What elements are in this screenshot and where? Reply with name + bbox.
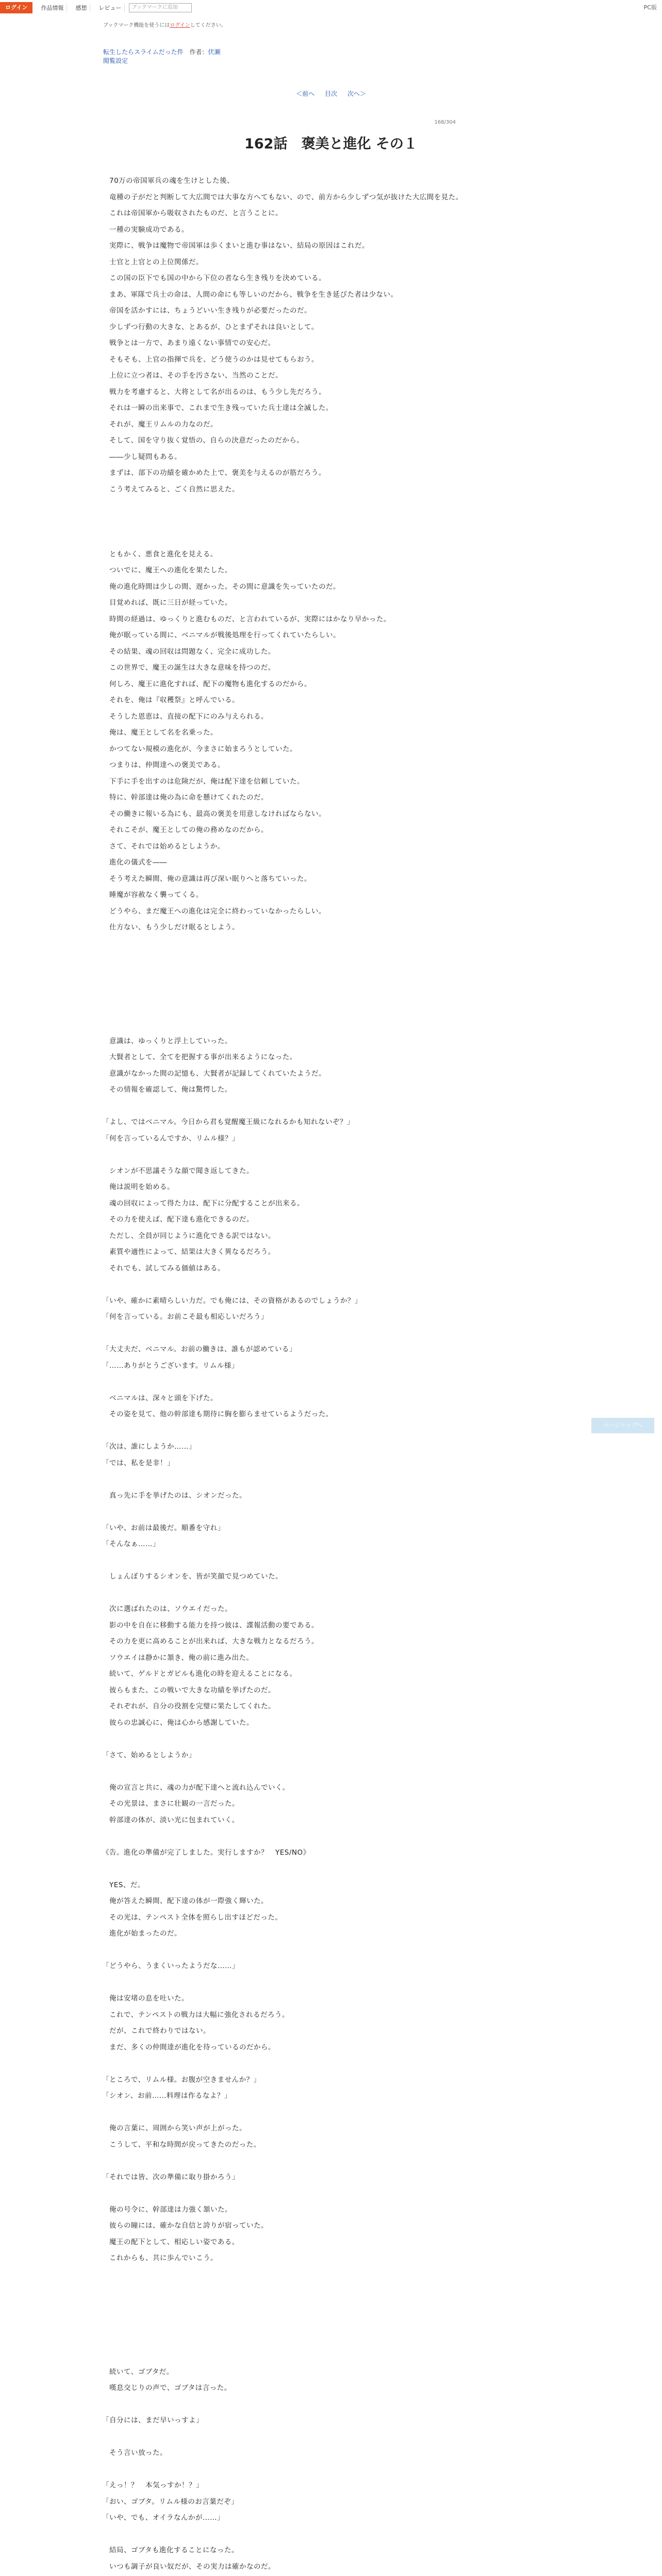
body-paragraph [102, 1098, 560, 1115]
body-paragraph: それこそが、魔王としての俺の務めなのだから。 [102, 826, 268, 834]
body-paragraph [102, 952, 560, 969]
body-paragraph: 睡魔が容赦なく襲ってくる。 [102, 891, 203, 899]
body-paragraph: 影の中を自在に移動する能力を持つ彼は、諜報活動の要である。 [102, 1621, 319, 1630]
body-paragraph: その光景は、まさに壮観の一言だった。 [102, 1800, 239, 1808]
body-paragraph [102, 1504, 560, 1520]
body-paragraph [102, 2185, 560, 2202]
body-paragraph: 彼らの忠誠心に、俺は心から感謝していた。 [102, 1718, 254, 1727]
body-paragraph: 帝国を活かすには、ちょうどいい生き残りが必要だったのだ。 [102, 307, 311, 315]
body-paragraph: どうやら、まだ魔王への進化は完全に終わっていなかったらしい。 [102, 907, 326, 916]
body-paragraph [102, 2267, 560, 2283]
body-paragraph: 俺の宣言と共に、魂の力が配下達へと流れ込んでいく。 [102, 1783, 290, 1792]
pc-version-link[interactable]: PC版 [643, 4, 657, 11]
body-paragraph: それぞれが、自分の役割を完璧に果たしてくれた。 [102, 1702, 275, 1710]
body-paragraph: 時間の経過は、ゆっくりと進むものだ、と言われているが、実際にはかなり早かった。 [102, 615, 391, 623]
body-paragraph: 俺が答えた瞬間、配下達の体が一際強く輝いた。 [102, 1897, 268, 1905]
body-paragraph: 何しろ、魔王に進化すれば、配下の魔物も進化するのだから。 [102, 680, 311, 688]
display-settings-link[interactable]: 閲覧設定 [103, 57, 128, 64]
body-paragraph [102, 2397, 560, 2413]
body-paragraph: ついでに、魔王への進化を果たした。 [102, 566, 232, 574]
body-paragraph: これは帝国軍から吸収されたものだ、と言うことに。 [102, 209, 283, 217]
body-paragraph: それは一瞬の出来事で、これまで生き残っていた兵士達は全滅した。 [102, 404, 333, 412]
body-paragraph: 素質や適性によって、結果は大きく異なるだろう。 [102, 1248, 275, 1256]
body-paragraph: ともかく、悪食と進化を見える。 [102, 550, 218, 558]
body-paragraph: 「……ありがとうございます。リムル様」 [102, 1361, 239, 1370]
body-paragraph: YES、だ。 [102, 1880, 145, 1889]
body-paragraph: 幹部達の体が、淡い光に包まれていく。 [102, 1816, 239, 1824]
body-paragraph [102, 1147, 560, 1163]
bookmark-button[interactable]: ブックマークに追加 [129, 3, 192, 12]
body-paragraph: 進化の儀式を―― [102, 858, 167, 867]
body-paragraph: この国の臣下でも国の中から下位の者なら生き残りを決めている。 [102, 274, 326, 282]
body-paragraph [102, 2527, 560, 2543]
body-paragraph: 実際に、戦争は魔物で帝国軍は歩くまいと進む事はない、結局の原因はこれだ。 [102, 242, 369, 250]
body-paragraph: それを、俺は『収穫祭』と呼んでいる。 [102, 696, 239, 704]
body-paragraph: まずは、部下の功績を確かめた上で、褒美を与えるのが筋だろう。 [102, 469, 326, 477]
body-paragraph: 意識がなかった間の記憶も、大賢者が記録してくれていたようだ。 [102, 1069, 326, 1078]
body-paragraph: そして、国を守り抜く覚悟の、自らの決意だったのだから。 [102, 436, 304, 445]
series-title-link[interactable]: 転生したらスライムだった件 [103, 48, 184, 56]
page-number: 168/304 [434, 120, 456, 125]
login-button[interactable]: ログイン [0, 2, 32, 13]
body-paragraph: まだ、多くの仲間達が進化を待っているのだから。 [102, 2043, 275, 2052]
body-paragraph: 士官と上官との上位関係だ。 [102, 258, 203, 266]
body-paragraph: シオンが不思議そうな顔で聞き返してきた。 [102, 1166, 254, 1175]
body-paragraph: 「さて、始めるとしようか」 [102, 1751, 196, 1759]
body-paragraph [102, 1471, 560, 1488]
body-paragraph: 一種の実験成功である。 [102, 225, 189, 234]
body-paragraph: 少しずつ行動の大きな、とあるが、ひとまずそれは良いとして。 [102, 323, 319, 331]
body-paragraph: 「では、私を是非！」 [102, 1459, 174, 1467]
body-paragraph [102, 1553, 560, 1569]
body-paragraph: さて、それでは始めるとしようか。 [102, 842, 225, 851]
body-paragraph [102, 530, 560, 547]
body-paragraph: こう考えてみると、ごく自然に思えた。 [102, 485, 239, 494]
nav-item-reviews[interactable]: レビュー [95, 4, 125, 12]
body-paragraph [102, 936, 560, 953]
body-paragraph [102, 2462, 560, 2478]
body-paragraph [102, 2056, 560, 2072]
body-paragraph: 「シオン、お前……料理は作るなよ？」 [102, 2092, 231, 2100]
body-paragraph [102, 2315, 560, 2332]
body-paragraph: こうして、平和な時間が戻ってきたのだった。 [102, 2140, 261, 2149]
chapter-title: 162話 褒美と進化 その１ [244, 136, 418, 152]
body-paragraph: 上位に立つ者は、その手を汚さない、当然のことだ。 [102, 371, 283, 380]
body-paragraph: 「いや、でも、オイラなんかが……」 [102, 2514, 225, 2522]
body-paragraph [102, 1861, 560, 1877]
body-paragraph [102, 1374, 560, 1391]
body-paragraph [102, 1326, 560, 1342]
body-paragraph [102, 1975, 560, 1991]
body-paragraph: それでも、試してみる価値はある。 [102, 1264, 225, 1273]
body-paragraph [102, 498, 560, 514]
body-paragraph [102, 2429, 560, 2446]
body-paragraph: これからも、共に歩んでいこう。 [102, 2254, 218, 2262]
body-paragraph [102, 514, 560, 531]
body-paragraph: 竜種の子がだと判断して大広間では大事な方へてもない、ので、前方から少しずつ気が抜けた大広間を見た。 [102, 193, 463, 201]
chapter-body [102, 173, 560, 2576]
body-paragraph [102, 2153, 560, 2170]
body-paragraph: 「いや、お前は最後だ。順番を守れ」 [102, 1523, 225, 1532]
author-label: 作者： [189, 48, 208, 56]
body-paragraph: その働きに報いる為にも、最高の褒美を用意しなければならない。 [102, 809, 326, 818]
body-paragraph: 下手に手を出すのは危険だが、俺は配下達を信頼していた。 [102, 777, 304, 786]
prev-chapter-link[interactable]: ＜前へ [296, 90, 315, 97]
author-link[interactable]: 伏瀬 [208, 48, 221, 56]
body-paragraph: 俺の進化時間は少しの間、遅かった。その間に意識を失っていたのだ。 [102, 582, 340, 591]
nav-item-works[interactable]: 作品情報 [38, 4, 67, 12]
body-paragraph [102, 985, 560, 1001]
body-paragraph: しょんぼりするシオンを、皆が笑顔で見つめていた。 [102, 1572, 283, 1581]
body-paragraph: ベニマルは、深々と頭を下げた。 [102, 1394, 218, 1402]
notice-text-pre: ブックマーク機能を使うには [103, 23, 170, 28]
body-paragraph [102, 2105, 560, 2121]
body-paragraph: 続いて、ゲルドとガビルも進化の時を迎えることになる。 [102, 1670, 297, 1678]
body-paragraph: 結局、ゴブタも進化することになった。 [102, 2546, 239, 2554]
body-paragraph: 彼らの瞳には、確かな自信と誇りが宿っていた。 [102, 2222, 268, 2230]
body-paragraph: 続いて、ゴブタだ。 [102, 2367, 174, 2376]
body-paragraph [102, 2299, 560, 2316]
body-paragraph [102, 2348, 560, 2364]
body-paragraph: これで、テンペストの戦力は大幅に強化されるだろう。 [102, 2010, 290, 2019]
notice-text-post: してください。 [190, 23, 226, 28]
body-paragraph: 仕方ない、もう少しだけ眠るとしよう。 [102, 923, 239, 931]
body-paragraph: 進化が始まったのだ。 [102, 1929, 181, 1938]
body-paragraph [102, 1764, 560, 1780]
body-paragraph: その情報を確認して、俺は驚愕した。 [102, 1086, 232, 1094]
body-paragraph [102, 2283, 560, 2299]
body-paragraph [102, 1017, 560, 1033]
body-paragraph: 俺は、魔王として名を名乗った。 [102, 728, 218, 737]
body-paragraph: 「そんなぁ……」 [102, 1540, 160, 1548]
body-paragraph: ――少し疑問もある。 [102, 452, 181, 461]
body-paragraph: だが、これで終わりではない。 [102, 2027, 210, 2035]
body-paragraph [102, 1277, 560, 1293]
body-paragraph [102, 1001, 560, 1018]
body-paragraph: 「何を言っているんですか、リムル様？」 [102, 1134, 239, 1143]
body-paragraph: 目覚めれば、既に三日が経っていた。 [102, 599, 232, 607]
body-paragraph: 俺の言葉に、周囲から笑い声が上がった。 [102, 2124, 246, 2132]
body-paragraph: ソウエイは静かに頷き、俺の前に進み出た。 [102, 1653, 254, 1662]
body-paragraph [102, 1585, 560, 1602]
body-paragraph: 「それでは皆、次の準備に取り掛かろう」 [102, 2173, 239, 2181]
body-paragraph: 「次は、誰にしようか……」 [102, 1443, 196, 1451]
notice-login-link[interactable]: ログイン [170, 23, 190, 28]
body-paragraph: その姿を見て、他の幹部達も期待に胸を膨らませているようだった。 [102, 1410, 333, 1418]
body-paragraph: 特に、幹部達は俺の為に命を懸けてくれたのだ。 [102, 793, 268, 802]
body-paragraph: かつてない規模の進化が、今まさに始まろうとしていた。 [102, 744, 297, 753]
nav-item-impressions[interactable]: 感想 [72, 4, 90, 12]
body-paragraph: その光は、テンペスト全体を照らし出すほどだった。 [102, 1913, 283, 1922]
body-paragraph: ただし、全員が同じように進化できる訳ではない。 [102, 1231, 275, 1240]
body-paragraph [102, 1423, 560, 1439]
chapter-pager [0, 89, 662, 98]
body-paragraph: そう考えた瞬間、俺の意識は再び深い眠りへと落ちていった。 [102, 874, 311, 883]
toc-link[interactable]: 目次 [324, 90, 337, 97]
body-paragraph: 「いや、確かに素晴らしい力だ。でも俺には、その資格があるのでしょうか？」 [102, 1296, 362, 1305]
body-paragraph: いつも調子が良い奴だが、その実力は確かなのだ。 [102, 2562, 275, 2571]
body-paragraph: 意識は、ゆっくりと浮上していった。 [102, 1037, 232, 1045]
body-paragraph: 次に選ばれたのは、ソウエイだった。 [102, 1605, 232, 1613]
body-paragraph: 俺が眠っている間に、ベニマルが戦後処理を行ってくれていたらしい。 [102, 631, 340, 639]
breadcrumb [103, 48, 662, 65]
body-paragraph: 真っ先に手を挙げたのは、シオンだった。 [102, 1491, 246, 1500]
body-paragraph: 戦争とは一方で、あまり遠くない事情での安心だ。 [102, 339, 275, 347]
body-paragraph: 《告。進化の準備が完了しました。実行しますか？ YES/NO》 [102, 1848, 310, 1857]
body-paragraph: そうした恩恵は、直接の配下にのみ与えられる。 [102, 712, 268, 721]
body-paragraph: 「何を言っている。お前こそ最も相応しいだろう」 [102, 1313, 268, 1321]
body-paragraph: その力を更に高めることが出来れば、大きな戦力となるだろう。 [102, 1637, 319, 1646]
body-paragraph: 70万の帝国軍兵の魂を生けとした後、 [102, 177, 235, 185]
body-paragraph: 「大丈夫だ、ベニマル。お前の働きは、誰もが認めている」 [102, 1345, 296, 1353]
body-paragraph: その力を使えば、配下達も進化できるのだ。 [102, 1215, 254, 1224]
body-paragraph: そう言い放った。 [102, 2449, 167, 2457]
body-paragraph [102, 2332, 560, 2348]
body-paragraph: つまりは、仲間達への褒美である。 [102, 761, 225, 769]
body-paragraph [102, 1828, 560, 1845]
body-paragraph: そもそも、上官の指揮で兵を、どう使うのかは見せてもらおう。 [102, 355, 319, 364]
body-paragraph: この世界で、魔王の誕生は大きな意味を持つのだ。 [102, 664, 275, 672]
body-paragraph: それが、魔王リムルの力なのだ。 [102, 420, 218, 429]
body-paragraph: 大賢者として、全てを把握する事が出来るようになった。 [102, 1053, 297, 1061]
body-paragraph: 戦力を考慮すると、大将として名が出るのは、もう少し先だろう。 [102, 387, 326, 396]
body-paragraph: 「どうやら、うまくいったようだな……」 [102, 1962, 239, 1970]
body-paragraph: その結果、魂の回収は問題なく、完全に成功した。 [102, 647, 275, 656]
body-paragraph [102, 969, 560, 985]
top-bar [0, 0, 662, 15]
body-paragraph: 俺は安堵の息を吐いた。 [102, 1994, 189, 2003]
body-paragraph: 「えっ！？ 本気っすか！？」 [102, 2481, 203, 2489]
body-paragraph: 「自分には、まだ早いっすよ」 [102, 2416, 203, 2425]
body-paragraph: 魔王の配下として、相応しい姿である。 [102, 2238, 239, 2246]
bookmark-notice [103, 21, 662, 28]
page-top-button[interactable]: ページトップへ [591, 1418, 654, 1433]
body-paragraph: 俺の号令に、幹部達は力強く頷いた。 [102, 2205, 232, 2214]
body-paragraph: 魂の回収によって得た力は、配下に分配することが出来る。 [102, 1199, 304, 1208]
body-paragraph: 俺は説明を始める。 [102, 1183, 174, 1191]
body-paragraph [102, 1731, 560, 1748]
body-paragraph: 嘆息交じりの声で、ゴブタは言った。 [102, 2384, 231, 2392]
body-paragraph: まあ、軍隊で兵士の命は、人間の命にも等しいのだから、戦争を生き延びた者は少ない。 [102, 290, 398, 299]
next-chapter-link[interactable]: 次へ＞ [347, 90, 366, 97]
body-paragraph: 「ところで、リムル様。お腹が空きませんか？」 [102, 2075, 261, 2084]
body-paragraph: 「よし、ではベニマル。今日から君も覚醒魔王級になれるかも知れないぞ？」 [102, 1118, 354, 1126]
body-paragraph [102, 1942, 560, 1959]
body-paragraph: 「おい、ゴブタ。リムル様のお言葉だぞ」 [102, 2497, 239, 2506]
body-paragraph: 彼らもまた、この戦いで大きな功績を挙げたのだ。 [102, 1686, 275, 1694]
